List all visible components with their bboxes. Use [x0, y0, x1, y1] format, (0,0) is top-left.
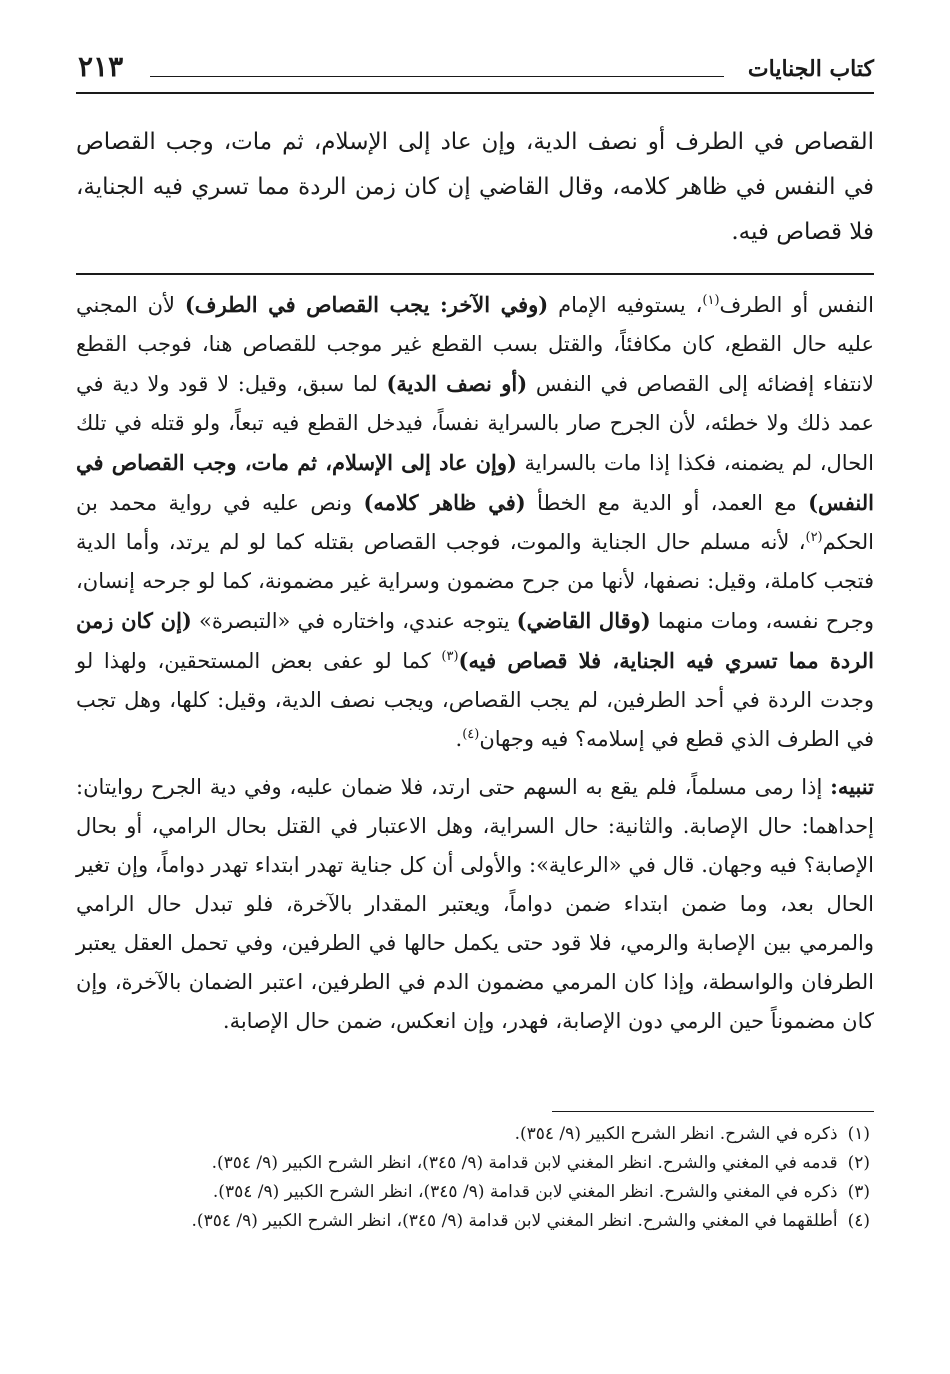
- footnote: [76, 1120, 874, 1149]
- footnote-number: (٣): [847, 1182, 870, 1202]
- chapter-title: كتاب الجنايات: [747, 56, 874, 82]
- header-rule: [150, 76, 724, 77]
- commentary-text: يتوجه عندي، واختاره في «التبصرة»: [191, 609, 517, 633]
- commentary-text: ، يستوفيه الإمام: [548, 293, 703, 317]
- commentary-text: لما سبق، وقيل: لا قود ولا دية في عمد ذلك ولا خطئه، لأن الجرح صار بالسراية نفساً، فيدخل القطع فيه تبعاً، ولو قتله في تلك الحال، لم يضمنه، فكذا إذا مات بالسراية: [76, 372, 874, 475]
- quoted-matn: (في ظاهر كلامه): [363, 490, 526, 515]
- text-divider: [76, 273, 874, 275]
- footnote-text: قدمه في المغني والشرح. انظر المغني لابن قدامة (٩/ ٣٤٥)، انظر الشرح الكبير (٩/ ٣٥٤).: [211, 1153, 838, 1173]
- quoted-matn: (وفي الآخر: يجب القصاص في الطرف): [184, 292, 549, 317]
- footnote-ref: (٣): [441, 649, 459, 664]
- page-header: [76, 40, 874, 94]
- commentary-text: كما لو عفى بعض المستحقين، ولهذا لو وجدت الردة في أحد الطرفين، لم يجب القصاص، ويجب نصف الدية، وقيل: كلها، وهل تجب في الطرف الذي قطع في إسلامه؟ فيه وجهان: [76, 649, 874, 751]
- page-number: ٢١٣: [78, 50, 124, 83]
- quoted-matn: (وإن عاد إلى الإسلام، ثم مات، وجب القصاص في النفس): [76, 450, 874, 515]
- footnote-number: (٤): [847, 1211, 870, 1231]
- footnotes: [76, 1111, 874, 1236]
- commentary-text: إذا رمى مسلماً، فلم يقع به السهم حتى ارتد، فلا ضمان عليه، وفي دية الجرح روايتان: إحداهما: حال الإصابة. والثانية: حال السراية، وهل الاعتبار في القتل بحال الرامي، أو بحال الإصابة؟ فيه وجهان. قال في «الرعاية»: والأولى أن كل جناية تهدر ابتداء تهدر دواماً، وإن تغير الحال بعد، وما ضمن ابتداء ضمن دواماً، ويعتبر المقدار بالآخرة، فلو تبدل حال الرامي والمرمي بين الإصابة والرمي، فلا قود حتى يكمل حالها في الطرفين، وفي تحمل العقل يعتبر الطرفان والواسطة، وإذا كان المرمي مضمون الدم في الطرفين، اعتبر الضمان بالآخرة، وإن كان مضموناً حين الرمي دون الإصابة، فهدر، وإن انعكس، ضمن حال الإصابة.: [76, 775, 874, 1033]
- commentary-text: النفس أو الطرف: [719, 293, 874, 317]
- note-label: تنبيه:: [830, 774, 874, 799]
- commentary-text: ، لأنه مسلم حال الجناية والموت، فوجب القصاص بقتله كما لو لم يرتد، وأما الدية فتجب كاملة، وقيل: نصفها، لأنها من جرح مضمون وسراية غير مضمونة، كما لو جرحه إنسان، وجرح نفسه، ومات منهما: [76, 530, 875, 633]
- footnote-text: أطلقهما في المغني والشرح. انظر المغني لابن قدامة (٩/ ٣٤٥)، انظر الشرح الكبير (٩/ ٣٥٤).: [191, 1211, 838, 1231]
- commentary-text: لأن المجني عليه حال القطع، كان مكافئاً، والقتل بسب القطع غير موجب للقصاص هنا، فوجب القطع لانتفاء إفضائه إلى القصاص في النفس: [76, 293, 875, 396]
- commentary-text: ونص عليه في رواية محمد بن الحكم: [76, 491, 874, 554]
- main-text: القصاص في الطرف أو نصف الدية، وإن عاد إلى الإسلام، ثم مات، وجب القصاص في النفس في ظاهر كلامه، وقال القاضي إن كان زمن الردة مما تسري فيه الجناية، فلا قصاص فيه.: [76, 129, 874, 245]
- book-page: [76, 40, 874, 1350]
- footnote-text: ذكره في المغني والشرح. انظر المغني لابن قدامة (٩/ ٣٤٥)، انظر الشرح الكبير (٩/ ٣٥٤).: [212, 1182, 838, 1202]
- quoted-matn: (أو نصف الدية): [386, 371, 528, 396]
- footnote-ref: (٤): [462, 727, 480, 742]
- commentary-text: مع العمد، أو الدية مع الخطأ: [525, 491, 809, 515]
- footnote: [76, 1149, 874, 1178]
- footnote: [76, 1207, 874, 1236]
- commentary-text: .: [455, 727, 463, 751]
- footnote-rule: [552, 1111, 874, 1112]
- commentary-paragraph: [76, 285, 874, 759]
- footnote-number: (٢): [847, 1153, 870, 1173]
- commentary: [76, 285, 874, 1041]
- footnote-ref: (٢): [805, 530, 823, 545]
- footnote: [76, 1178, 874, 1207]
- note-paragraph: [76, 767, 874, 1041]
- quoted-matn: (إن كان زمن الردة مما تسري فيه الجناية، فلا قصاص فيه): [76, 608, 874, 673]
- quoted-matn: (وقال القاضي): [516, 608, 651, 633]
- footnote-ref: (١): [702, 293, 720, 308]
- footnote-number: (١): [847, 1124, 870, 1144]
- footnote-text: ذكره في الشرح. انظر الشرح الكبير (٩/ ٣٥٤).: [514, 1124, 838, 1144]
